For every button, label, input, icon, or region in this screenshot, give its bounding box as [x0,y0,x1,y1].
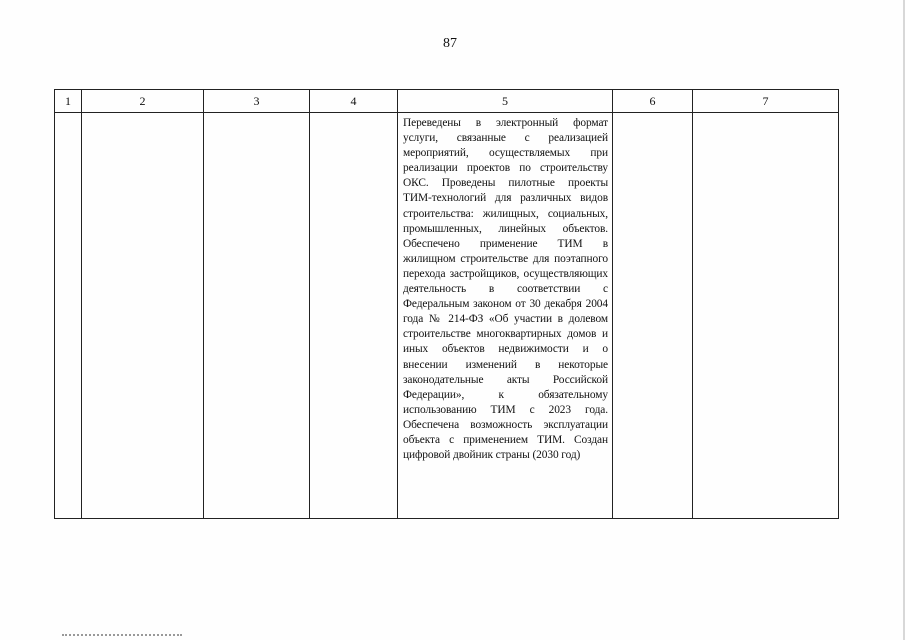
page-number: 87 [443,36,457,51]
data-table [54,89,839,519]
cell-col6 [613,113,693,519]
cell-col7 [693,113,839,519]
column-header-5: 5 [398,90,613,113]
scan-artifact [62,634,182,638]
column-header-3: 3 [204,90,310,113]
cell-col5-text: Переведены в электронный формат услуги, связанные с реализацией мероприятий, осуществляемых при реализации проектов по строительству ОКС. Проведены пилотные проекты ТИМ-технологий для различных видов строительства: жилищных, социальных, промышленных, линейных объектов. Обеспечено применение ТИМ в жилищном строительстве для поэтапного перехода застройщиков, осуществляющих деятельность в соответствии с Федеральным законом от 30 декабря 2004 года № 214-ФЗ «Об участии в долевом строительстве многоквартирных домов и иных объектов недвижимости и о внесении изменений в некоторые законодательные акты Российской Федерации», к обязательному использованию ТИМ с 2023 года. Обеспечена возможность эксплуатации объекта с применением ТИМ. Создан цифровой двойник страны (2030 год) [403,117,608,462]
column-header-1: 1 [55,90,82,113]
header-row [55,90,839,113]
cell-col4 [310,113,398,519]
column-header-4: 4 [310,90,398,113]
cell-col1 [55,113,82,519]
cell-col3 [204,113,310,519]
cell-col2 [82,113,204,519]
column-header-7: 7 [693,90,839,113]
cell-col5 [398,113,613,519]
column-header-6: 6 [613,90,693,113]
column-header-2: 2 [82,90,204,113]
table-row [55,113,839,519]
